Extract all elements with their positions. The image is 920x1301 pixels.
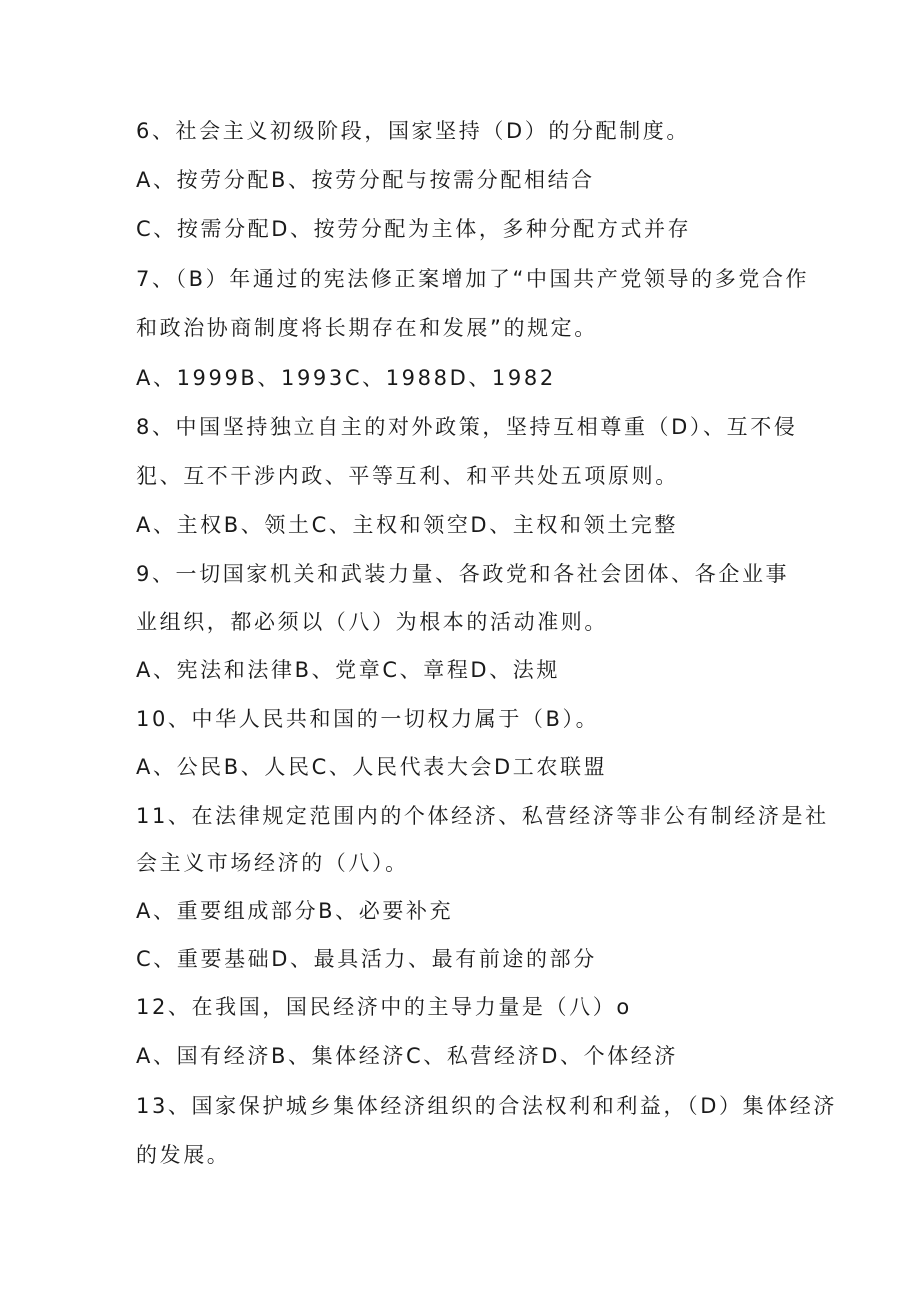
question-8-options: A、主权B、领土C、主权和领空D、主权和领土完整 — [136, 513, 679, 537]
question-9-stem-line-1: 9、一切国家机关和武装力量、各政党和各社会团体、各企业事 — [136, 562, 790, 586]
question-6-options-cd: C、按需分配D、按劳分配为主体，多种分配方式并存 — [136, 217, 692, 241]
question-13-stem-line-2: 的发展。 — [136, 1143, 231, 1167]
question-8-stem-line-1: 8、中国坚持独立自主的对外政策，坚持互相尊重（D）、互不侵 — [136, 415, 798, 439]
question-8-stem-line-2: 犯、互不干涉内政、平等互利、和平共处五项原则。 — [136, 464, 679, 488]
question-10-stem: 10、中华人民共和国的一切权力属于（B）。 — [136, 707, 600, 731]
question-11-stem-line-2: 会主义市场经济的（八）。 — [136, 851, 409, 875]
question-6-options-ab: A、按劳分配B、按劳分配与按需分配相结合 — [136, 168, 595, 192]
question-11-options-cd: C、重要基础D、最具活力、最有前途的部分 — [136, 947, 597, 971]
question-11-options-ab: A、重要组成部分B、必要补充 — [136, 899, 454, 923]
question-10-options: A、公民B、人民C、人民代表大会D工农联盟 — [136, 755, 608, 779]
question-7-stem-line-2: 和政治协商制度将长期存在和发展”的规定。 — [136, 316, 598, 340]
question-9-stem-line-2: 业组织，都必须以（八）为根本的活动准则。 — [136, 610, 608, 634]
question-13-stem-line-1: 13、国家保护城乡集体经济组织的合法权利和利益，（D）集体经济 — [136, 1094, 837, 1118]
question-7-stem-line-1: 7、（B）年通过的宪法修正案增加了“中国共产党领导的多党合作 — [136, 267, 810, 291]
question-12-stem: 12、在我国，国民经济中的主导力量是（八）o — [136, 995, 632, 1019]
question-9-options: A、宪法和法律B、党章C、章程D、法规 — [136, 658, 561, 682]
question-12-options: A、国有经济B、集体经济C、私营经济D、个体经济 — [136, 1044, 679, 1068]
question-6-stem: 6、社会主义初级阶段，国家坚持（D）的分配制度。 — [136, 119, 690, 143]
question-11-stem-line-1: 11、在法律规定范围内的个体经济、私营经济等非公有制经济是社 — [136, 804, 829, 828]
question-7-options: A、1999B、1993C、1988D、1982 — [136, 366, 556, 390]
